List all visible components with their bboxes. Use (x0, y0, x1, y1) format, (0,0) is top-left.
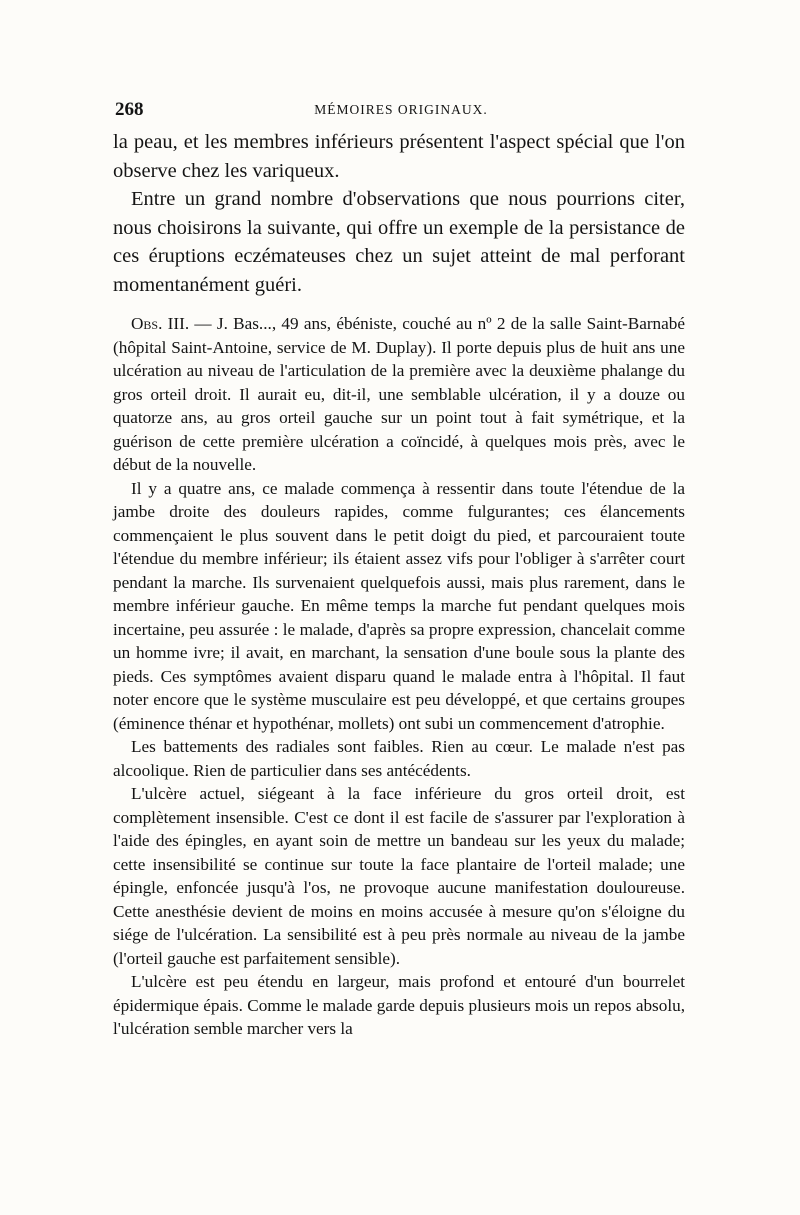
observation-paragraph-2: Il y a quatre ans, ce malade commença à ressentir dans toute l'étendue de la jambe droite des douleurs rapides, comme fulgurantes; ces élancements commençaient le plus souvent dans le petit doigt du pied, et parcouraient toute l'étendue du membre inférieur; ils étaient assez vifs pour l'obliger à s'arrêter court pendant la marche. Ils survenaient quelquefois aussi, mais plus rarement, dans le membre inférieur gauche. En même temps la marche fut pendant quelques mois incertaine, peu assurée : le malade, d'après sa propre expression, chancelait comme un homme ivre; il avait, en marchant, la sensation d'une boule sous la plante des pieds. Ces symptômes avaient disparu quand le malade entra à l'hôpital. Il faut noter encore que le système musculaire est peu développé, et que certains groupes (éminence thénar et hypothénar, mollets) ont subi un commencement d'atrophie. (113, 478, 685, 733)
page-header (115, 99, 687, 125)
observation-paragraph-1-text: — J. Bas..., 49 ans, ébéniste, couché au nº 2 de la salle Saint-Barnabé (hôpital Saint-Antoine, service de M. Duplay). Il porte depuis plus de huit ans une ulcération au niveau de l'articulation de la première avec la deuxième phalange du gros orteil droit. Il aurait eu, dit-il, une semblable ulcération, il y a douze ou quatorze ans, au gros orteil gauche sur un point tout à fait symétrique, et la guérison de cette première ulcération a coïncidé, à quelques mois près, avec le début de la nouvelle. (113, 314, 685, 474)
intro-paragraph-1: la peau, et les membres inférieurs présentent l'aspect spécial que l'on observe chez les variqueux. (113, 131, 685, 182)
body-text (113, 128, 685, 1041)
observation-paragraph-1 (113, 312, 685, 477)
page-number: 268 (115, 99, 144, 120)
intro-paragraph-2: Entre un grand nombre d'observations que nous pourrions citer, nous choisirons la suivante, qui offre un exemple de la persistance de ces éruptions eczémateuses chez un sujet atteint de mal perforant momentanément guéri. (113, 188, 685, 296)
observation-paragraph-5: L'ulcère est peu étendu en largeur, mais profond et entouré d'un bourrelet épidermique épais. Comme le malade garde depuis plusieurs mois un repos absolu, l'ulcération semble marcher vers la (113, 972, 685, 1038)
observation-label: Obs. III. (131, 314, 190, 333)
observation-block (113, 312, 685, 1041)
observation-paragraph-3: Les battements des radiales sont faibles. Rien au cœur. Le malade n'est pas alcoolique. Rien de particulier dans ses antécédents. (113, 737, 685, 780)
running-title: MÉMOIRES ORIGINAUX. (314, 102, 488, 117)
observation-paragraph-4: L'ulcère actuel, siégeant à la face inférieure du gros orteil droit, est complètement insensible. C'est ce dont il est facile de s'assurer par l'exploration à l'aide des épingles, en ayant soin de mettre un bandeau sur les yeux du malade; cette insensibilité se continue sur toute la face plantaire de l'orteil malade; une épingle, enfoncée jusqu'à l'os, ne provoque aucune manifestation douloureuse. Cette anesthésie devient de moins en moins accusée à mesure qu'on s'éloigne du siége de l'ulcération. La sensibilité est à peu près normale au niveau de la jambe (l'orteil gauche est parfaitement sensible). (113, 784, 685, 968)
